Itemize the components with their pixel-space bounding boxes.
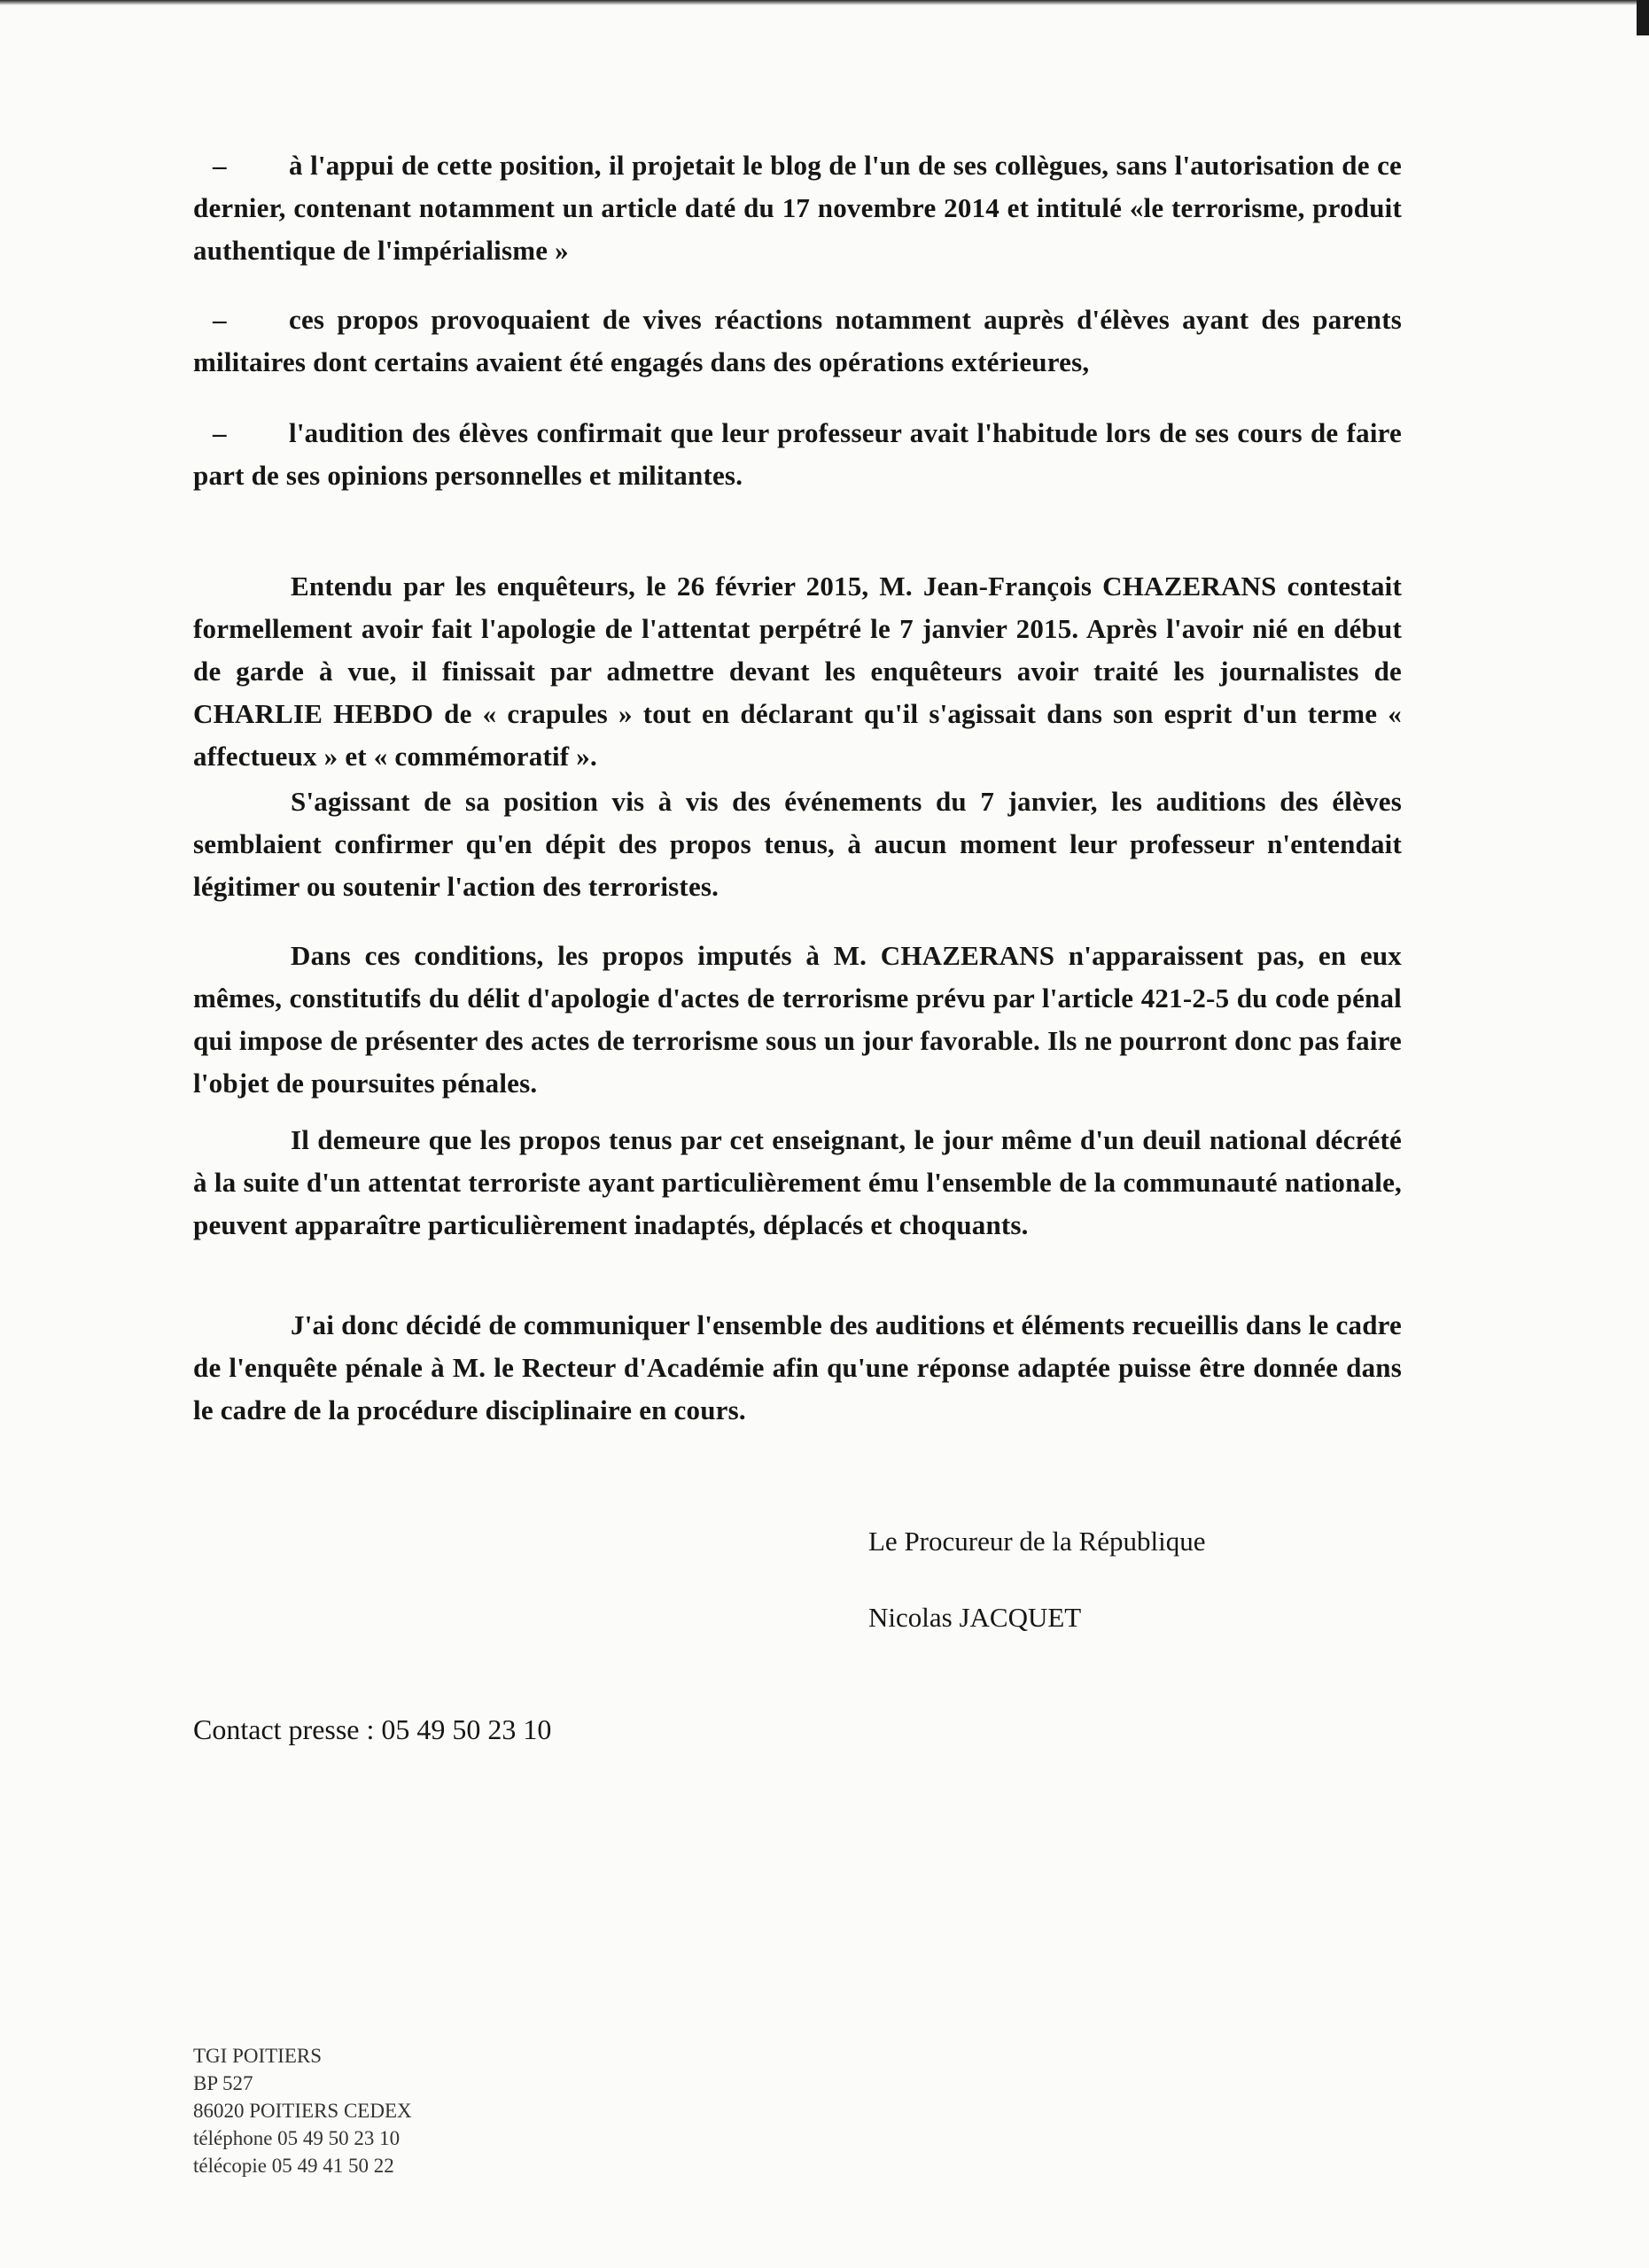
bullet-item bbox=[193, 144, 1402, 272]
signature-title: Le Procureur de la République bbox=[868, 1526, 1206, 1557]
footer-address bbox=[193, 2042, 412, 2179]
bullet-text: ces propos provoquaient de vives réactions notamment auprès d'élèves ayant des parents militaires dont certains avaient été engagés dans des opérations extérieures, bbox=[193, 304, 1402, 377]
bullet-item bbox=[193, 299, 1402, 384]
footer-line: TGI POITIERS bbox=[193, 2045, 323, 2067]
bullet-text: l'audition des élèves confirmait que leur professeur avait l'habitude lors de ses cours de faire part de ses opinions personnelles et militantes. bbox=[193, 417, 1402, 491]
footer-fax: télécopie 05 49 41 50 22 bbox=[193, 2155, 394, 2177]
footer-line: 86020 POITIERS CEDEX bbox=[193, 2100, 412, 2122]
paragraph-decision: J'ai donc décidé de communiquer l'ensemble des auditions et éléments recueillis dans le cadre de l'enquête pénale à M. le Recteur d'Académie afin qu'une réponse adaptée puisse être donnée dans le cadre de la procédure disciplinaire en cours. bbox=[193, 1309, 1402, 1425]
bullet-item bbox=[193, 412, 1402, 497]
signature-name: Nicolas JACQUET bbox=[868, 1602, 1082, 1633]
scan-edge-right bbox=[1637, 0, 1649, 35]
paragraph-hearing: Entendu par les enquêteurs, le 26 février 2015, M. Jean-François CHAZERANS contestait formellement avoir fait l'apologie de l'attentat perpétré le 7 janvier 2015. Après l'avoir nié en début de garde à vue, il finissait par admettre devant les enquêteurs avoir traité les journalistes de CHARLIE HEBDO de « crapules » tout en déclarant qu'il s'agissait dans son esprit d'un terme « affectueux » et « commémoratif ». bbox=[193, 571, 1402, 772]
bullet-dash: – bbox=[213, 417, 227, 448]
press-contact: Contact presse : 05 49 50 23 10 bbox=[193, 1713, 552, 1745]
footer-line: BP 527 bbox=[193, 2072, 253, 2094]
bullet-text: à l'appui de cette position, il projetait le blog de l'un de ses collègues, sans l'autorisation de ce dernier, contenant notamment un article daté du 17 novembre 2014 et intitulé «le terrorisme, produit authentique de l'impérialisme » bbox=[193, 150, 1402, 266]
bullet-dash: – bbox=[213, 150, 227, 181]
paragraph-conditions: Dans ces conditions, les propos imputés à M. CHAZERANS n'apparaissent pas, en eux mêmes, constitutifs du délit d'apologie d'actes de terrorisme prévu par l'article 421-2-5 du code pénal qui impose de présenter des actes de terrorisme sous un jour favorable. Ils ne pourront donc pas faire l'objet de poursuites pénales. bbox=[193, 940, 1402, 1099]
paragraph-remarks: Il demeure que les propos tenus par cet enseignant, le jour même d'un deuil national décrété à la suite d'un attentat terroriste ayant particulièrement ému l'ensemble de la communauté nationale, peuvent apparaître particulièrement inadaptés, déplacés et choquants. bbox=[193, 1124, 1402, 1240]
bullet-dash: – bbox=[213, 304, 227, 335]
paragraph-position: S'agissant de sa position vis à vis des événements du 7 janvier, les auditions des élèves semblaient confirmer qu'en dépit des propos tenus, à aucun moment leur professeur n'entendait légitimer ou soutenir l'action des terroristes. bbox=[193, 786, 1402, 902]
footer-phone: téléphone 05 49 50 23 10 bbox=[193, 2127, 401, 2149]
scan-edge-top bbox=[0, 0, 1649, 5]
